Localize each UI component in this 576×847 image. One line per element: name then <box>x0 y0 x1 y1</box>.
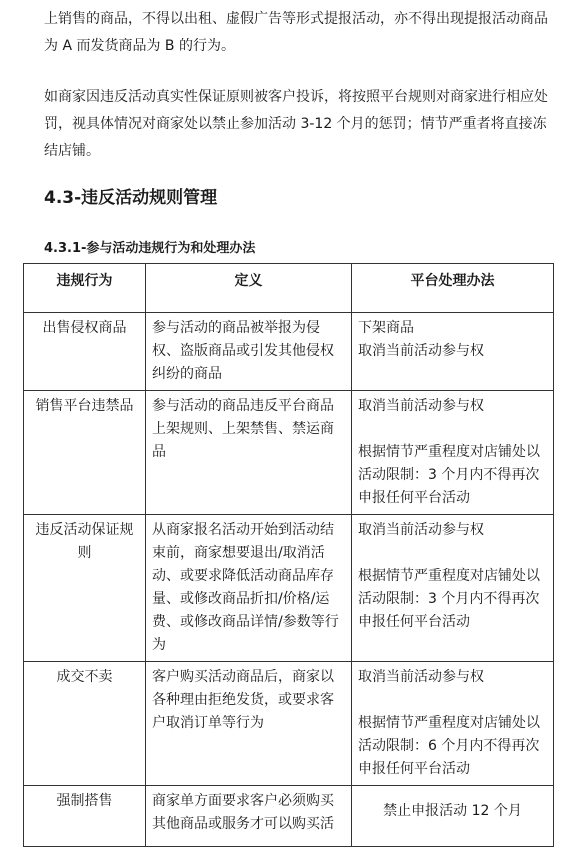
handling-line: 取消当前活动参与权 <box>358 343 484 359</box>
violation-cell: 强制搭售 <box>24 786 146 847</box>
handling-line: 取消当前活动参与权 <box>358 398 484 414</box>
header-handling: 平台处理办法 <box>352 264 554 313</box>
header-definition: 定义 <box>146 264 352 313</box>
violation-cell: 销售平台违禁品 <box>24 391 146 515</box>
header-violation: 违规行为 <box>24 264 146 313</box>
definition-cell: 从商家报名活动开始到活动结束前，商家想要退出/取消活动、或要求降低活动商品库存量、或修改商品折扣/价格/运费、或修改商品详情/参数等行为 <box>146 515 352 662</box>
handling-line: 禁止申报活动 12 个月 <box>383 803 522 819</box>
table-row <box>24 313 554 391</box>
table-row <box>24 391 554 515</box>
violation-cell: 出售侵权商品 <box>24 313 146 391</box>
handling-cell <box>352 662 554 786</box>
handling-line: 根据情节严重程度对店铺处以活动限制：6 个月内不得再次申报任何平台活动 <box>358 715 540 777</box>
handling-line: 下架商品 <box>358 320 414 336</box>
handling-line: 取消当前活动参与权 <box>358 669 484 685</box>
handling-cell <box>352 313 554 391</box>
definition-cell: 参与活动的商品违反平台商品上架规则、上架禁售、禁运商品 <box>146 391 352 515</box>
intro-paragraph-1: 上销售的商品，不得以出租、虚假广告等形式提报活动，亦不得出现提报活动商品为 A 而发货商品为 B 的行为。 <box>44 11 548 54</box>
intro-paragraph-2: 如商家因违反活动真实性保证原则被客户投诉，将按照平台规则对商家进行相应处罚，视具体情况对商家处以禁止参加活动 3-12 个月的惩罚；情节严重者将直接冻结店铺。 <box>44 89 548 159</box>
definition-cell: 参与活动的商品被举报为侵权、盗版商品或引发其他侵权纠纷的商品 <box>146 313 352 391</box>
table-row <box>24 662 554 786</box>
table-header-row <box>24 264 554 313</box>
definition-cell: 客户购买活动商品后，商家以各种理由拒绝发货，或要求客户取消订单等行为 <box>146 662 352 786</box>
violation-cell: 成交不卖 <box>24 662 146 786</box>
handling-line: 取消当前活动参与权 <box>358 522 484 538</box>
handling-line: 根据情节严重程度对店铺处以活动限制：3 个月内不得再次申报任何平台活动 <box>358 568 540 630</box>
violation-cell: 违反活动保证规则 <box>24 515 146 662</box>
handling-cell <box>352 515 554 662</box>
violation-table <box>23 263 554 847</box>
handling-cell <box>352 391 554 515</box>
table-row <box>24 515 554 662</box>
handling-line: 根据情节严重程度对店铺处以活动限制：3 个月内不得再次申报任何平台活动 <box>358 444 540 506</box>
definition-cell: 商家单方面要求客户必须购买其他商品或服务才可以购买活 <box>146 786 352 847</box>
handling-cell <box>352 786 554 847</box>
table-row <box>24 786 554 847</box>
section-subtitle: 4.3.1-参与活动违规行为和处理办法 <box>44 241 256 256</box>
section-title: 4.3-违反活动规则管理 <box>44 188 218 208</box>
